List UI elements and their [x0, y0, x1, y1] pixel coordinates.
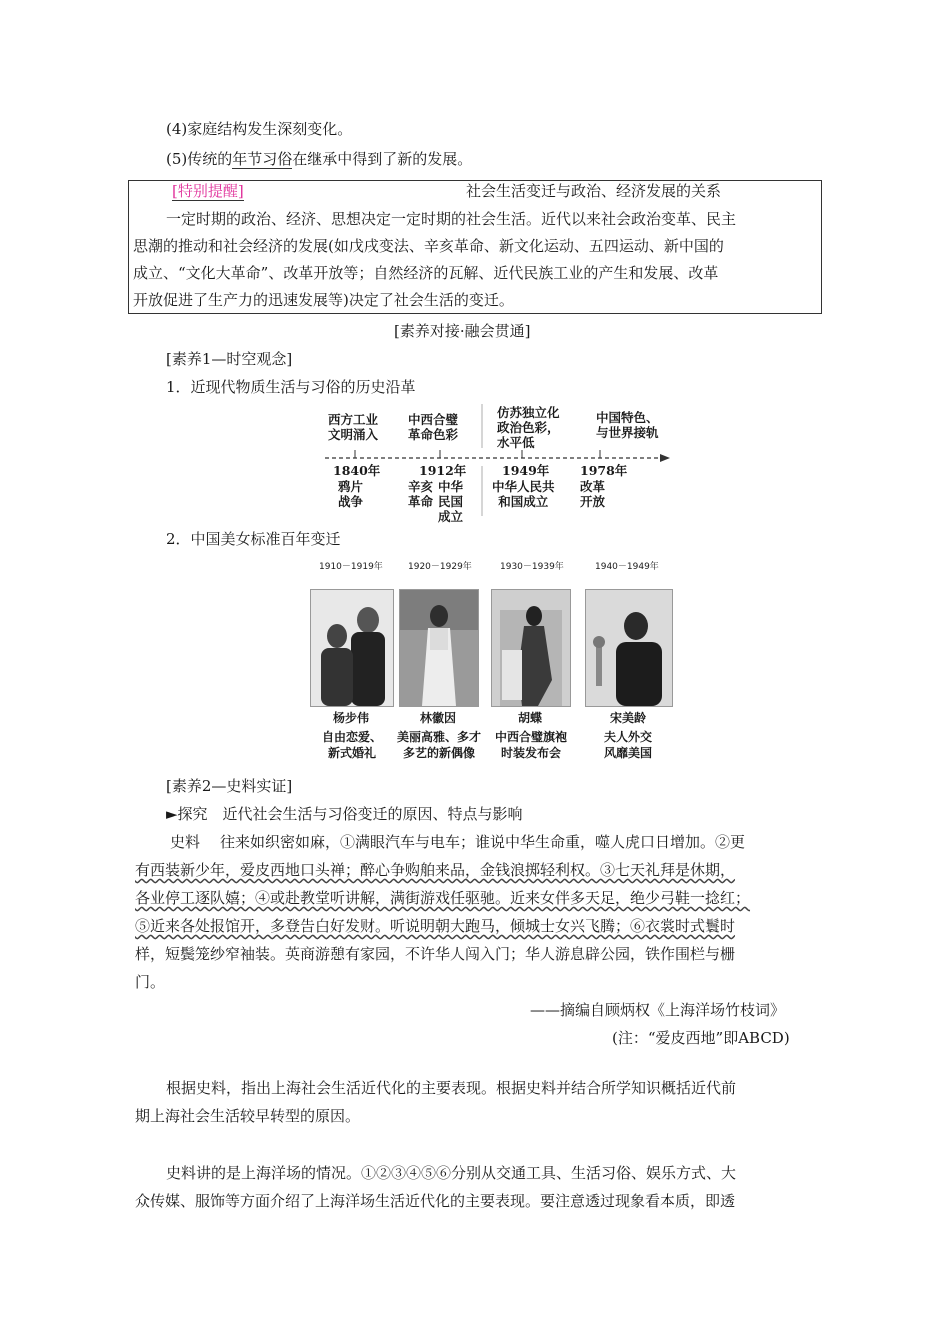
- item-4: [166, 118, 352, 140]
- source-citation: ——摘编自顾炳权《上海洋场竹枝词》: [530, 1001, 786, 1019]
- source-line-5: 样，短鬓笼纱窄袖装。英商游憩有家园，不许华人闯入门；华人游息辟公园，铁作围栏与栅: [135, 945, 736, 963]
- item-5: [166, 148, 472, 170]
- answer-line-2: 众传媒、服饰等方面介绍了上海洋场生活近代化的主要表现。要注意透过现象看本质，即透: [135, 1192, 736, 1210]
- stage-2: 中西合璧 革命色彩: [408, 412, 459, 442]
- photo-yang-buwei: [310, 589, 394, 707]
- reminder-line-2: 思潮的推动和社会经济的发展(如戊戌变法、辛亥革命、新文化运动、五四运动、新中国的: [133, 237, 724, 255]
- year-1978: 1978年: [580, 463, 628, 478]
- reminder-line-1: 一定时期的政治、经济、思想决定一定时期的社会生活。近代以来社会政治变革、民主: [166, 210, 737, 228]
- reminder-line-4: 开放促进了生产力的迅速发展等)决定了社会生活的变迁。: [133, 291, 514, 309]
- answer-line-1: 史料讲的是上海洋场的情况。①②③④⑤⑥分别从交通工具、生活习俗、娱乐方式、大: [166, 1164, 737, 1182]
- year-1840: 1840年: [333, 463, 381, 478]
- event-opium-war: 鸦片 战争: [338, 479, 364, 509]
- item-4-text: (4)家庭结构发生深刻变化。: [166, 120, 353, 138]
- decade-1920s: 1920－1929年: [408, 562, 472, 572]
- photo-lin-huiyin-image: [400, 590, 478, 706]
- source-line-6: 门。: [135, 973, 166, 991]
- item-5-prefix: (5)传统的: [166, 150, 233, 168]
- name-lin-huiyin: 林徽因: [419, 711, 456, 725]
- question-line-1: 根据史料，指出上海社会生活近代化的主要表现。根据史料并结合所学知识概括近代前: [166, 1079, 737, 1097]
- stage-1: 西方工业 文明涌入: [328, 412, 379, 442]
- reminder-title: 社会生活变迁与政治、经济发展的关系: [466, 182, 722, 200]
- literacy1-item2: 2．中国美女标准百年变迁: [166, 530, 341, 548]
- literacy2-heading: [素养2—史料实证]: [166, 777, 293, 795]
- name-song-meiling: 宋美龄: [609, 711, 646, 725]
- literacy1-heading: [素养1—时空观念]: [166, 350, 293, 368]
- decade-1940s: 1940－1949年: [595, 562, 659, 572]
- desc-lin-huiyin: 美丽高雅、多才 多艺的新偶像: [396, 730, 481, 760]
- timeline-arrow: [660, 454, 670, 462]
- question-line-2: 期上海社会生活较早转型的原因。: [135, 1107, 361, 1125]
- photo-yang-buwei-image: [311, 590, 393, 706]
- desc-yang-buwei: 自由恋爱、 新式婚礼: [321, 730, 382, 760]
- desc-song-meiling: 夫人外交 风靡美国: [603, 730, 652, 760]
- source-label: 史料: [170, 833, 201, 851]
- section-title: [素养对接·融会贯通]: [394, 322, 531, 340]
- photo-song-meiling: [585, 589, 673, 707]
- source-line-4: ⑤近来各处报馆开，多登告白好发财。听说明朝大跑马，倾城士女兴飞腾；⑥衣裳时式鬟时: [135, 917, 736, 935]
- source-note: (注：“爱皮西地”即ABCD): [612, 1029, 790, 1047]
- photo-hu-die: [491, 589, 571, 707]
- stage-4: 中国特色、 与世界接轨: [596, 410, 659, 440]
- source-line-1: 往来如织密如麻，①满眼汽车与电车；谁说中华生命重，噬人虎口日增加。②更: [220, 833, 746, 851]
- event-prc: 中华人民共 和国成立: [492, 479, 555, 509]
- year-1949: 1949年: [502, 463, 550, 478]
- item-5-underlined: 年节习俗: [232, 150, 293, 168]
- item-5-suffix: 在继承中得到了新的发展。: [292, 150, 473, 168]
- photo-hu-die-image: [492, 590, 570, 706]
- desc-hu-die: 中西合璧旗袍 时装发布会: [494, 730, 567, 760]
- event-reform: 改革 开放: [580, 479, 606, 509]
- photo-lin-huiyin: [399, 589, 479, 707]
- reminder-tag-text: [特别提醒]: [172, 182, 244, 200]
- decade-1910s: 1910－1919年: [319, 562, 383, 572]
- decade-1930s: 1930－1939年: [500, 562, 564, 572]
- event-roc: 中华 民国 成立: [438, 479, 464, 524]
- name-yang-buwei: 杨步伟: [332, 711, 369, 725]
- reminder-line-3: 成立、“文化大革命”、改革开放等；自然经济的瓦解、近代民族工业的产生和发展、改革: [133, 264, 719, 282]
- name-hu-die: 胡蝶: [517, 711, 542, 725]
- year-1912: 1912年: [419, 463, 467, 478]
- source-line-2: 有西装新少年，爱皮西地口头禅；醉心争购舶来品，金钱浪掷轻利权。③七天礼拜是休期，: [135, 861, 736, 879]
- event-xinhai: 辛亥 革命: [408, 479, 434, 509]
- literacy1-item1: 1．近现代物质生活与习俗的历史沿革: [166, 378, 416, 396]
- source-line-3: 各业停工逐队嬉；④或赴教堂听讲解，满街游戏任驱驰。近来女伴多天足，绝少弓鞋一捻红；: [135, 889, 751, 907]
- photo-song-meiling-image: [586, 590, 672, 706]
- explore-title: ►探究 近代社会生活与习俗变迁的原因、特点与影响: [166, 805, 523, 823]
- stage-3: 仿苏独立化 政治色彩， 水平低: [497, 405, 560, 450]
- reminder-tag: [172, 180, 244, 202]
